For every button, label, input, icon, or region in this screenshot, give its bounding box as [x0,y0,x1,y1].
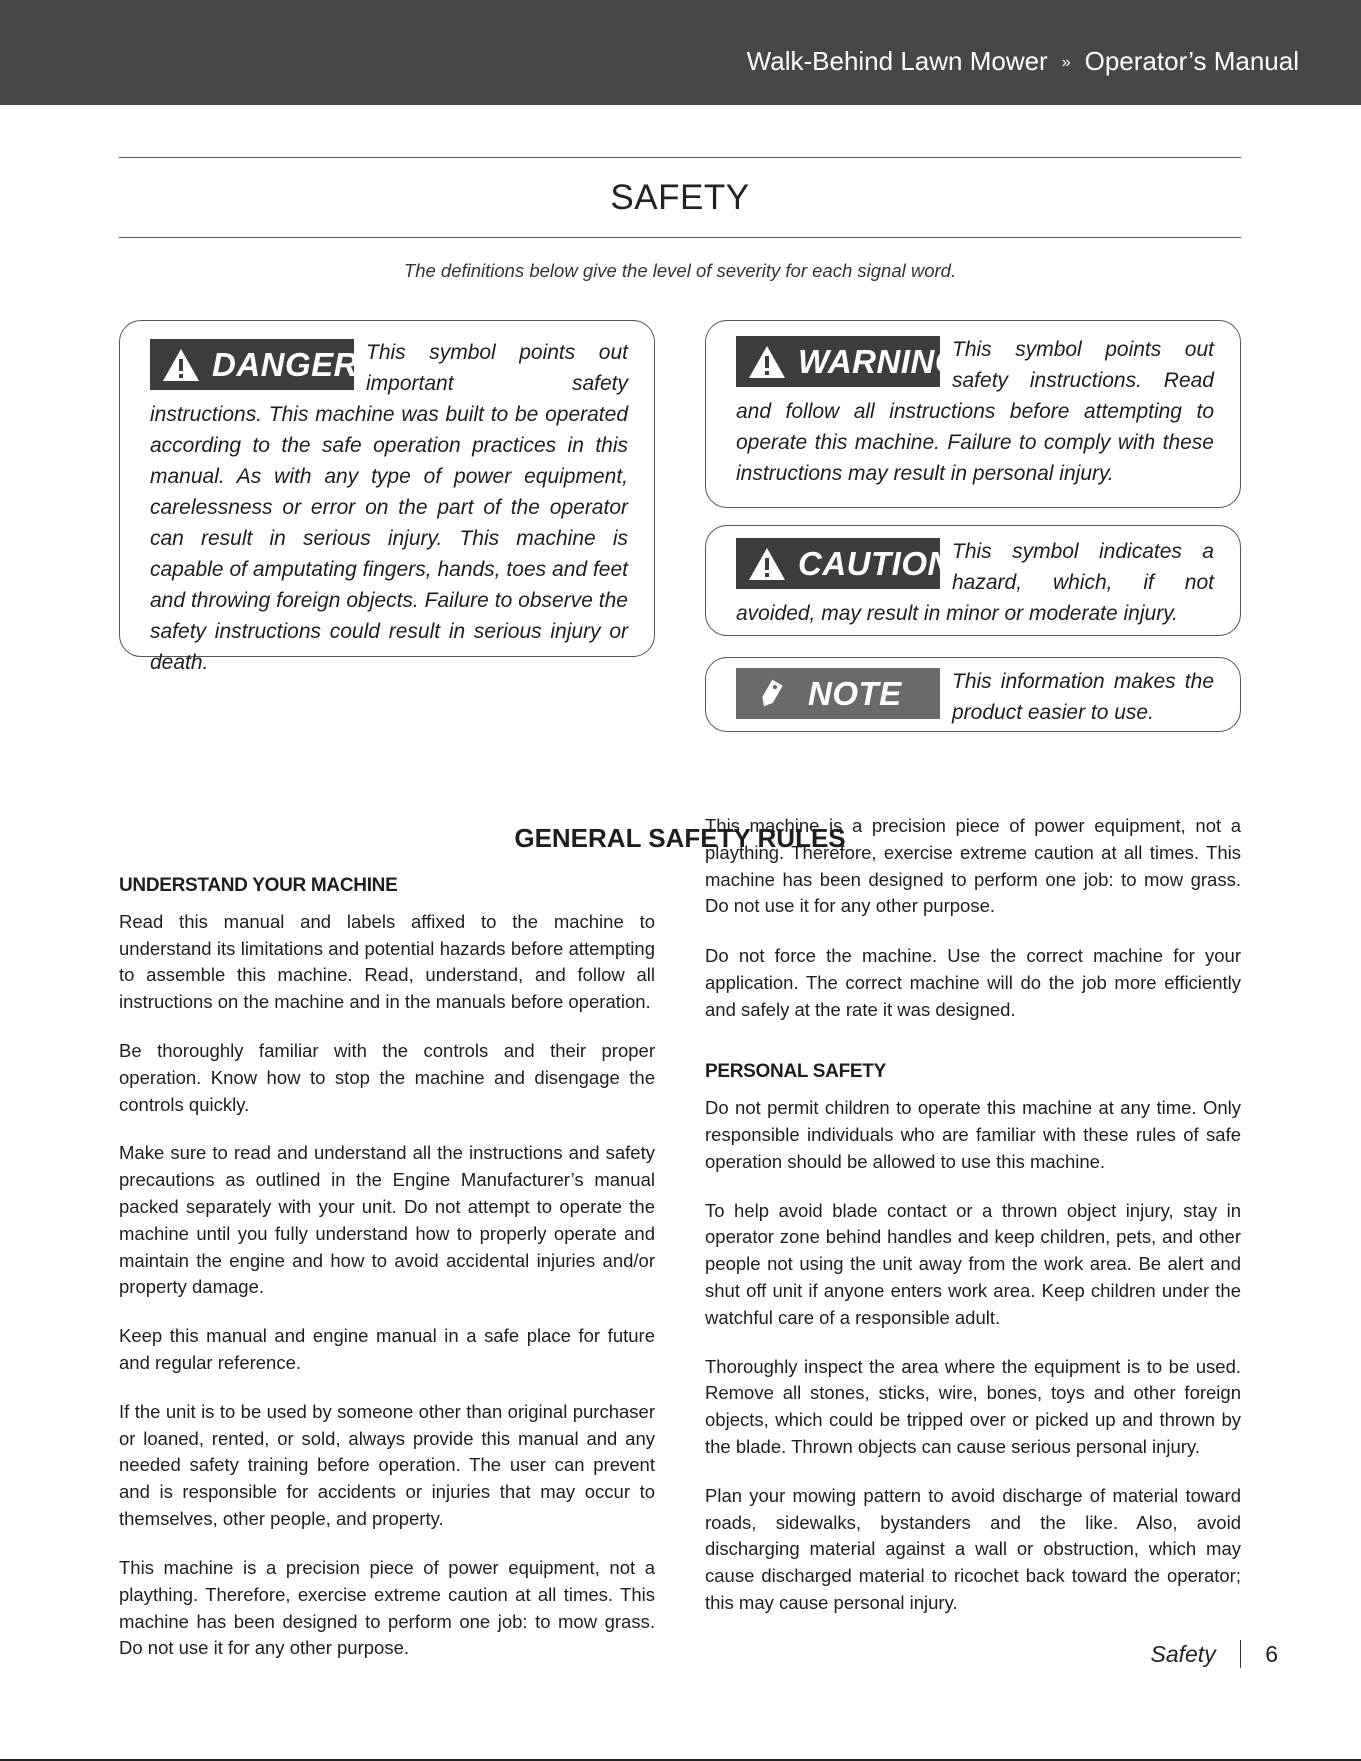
header-breadcrumb [747,46,1299,77]
paragraph: Do not force the machine. Use the correct machine for your application. The correct machine will do the job more efficiently and safely at the rate it was designed. [705,945,1241,1020]
caution-box [705,525,1241,636]
understand-heading: UNDERSTAND YOUR MACHINE [119,875,398,896]
footer [1150,1640,1278,1668]
caution-text: This symbol indicates a hazard, which, if not avoided, may result in minor or moderate injury. [736,540,1214,625]
title-top-rule [119,157,1241,158]
caution-badge [736,538,952,589]
paragraph: Be thoroughly familiar with the controls and their proper operation. Know how to stop the machine and disengage the controls quickly. [119,1039,655,1115]
warning-triangle-icon [162,348,200,382]
danger-badge [150,339,359,390]
warning-badge [736,336,961,387]
note-label: NOTE [808,675,902,712]
paragraph-flowing-cont: This machine is a precision piece of power equipment, not a plaything. Therefore, exercise extreme caution at all times. This machine has been designed to perform one job: to mow grass. Do not use it for any other purpose. [705,815,1241,917]
paragraph-flowing: This machine is a precision piece of power equipment, not a plaything. Therefore, exercise extreme caution at all times. This machine has been designed to perform one job: to mow grass. Do not use it for any other purpose. [119,1557,655,1659]
left-column [119,873,655,1555]
caution-label: CAUTION [798,545,952,582]
footer-section: Safety [1150,1641,1216,1667]
left-column-tail [119,1555,655,1659]
paragraph: To help avoid blade contact or a thrown object injury, stay in operator zone behind handles and keep children, pets, and other people not using the unit away from the work area. Be alert and shut off unit if anyone enters work area. Keep children under the watchful care of a responsible adult. [705,1199,1241,1328]
header-product: Walk-Behind Lawn Mower [746,46,1048,76]
section-title: GENERAL SAFETY RULES [514,823,846,853]
warning-box [705,320,1241,508]
paragraph-continuation [705,815,1241,921]
warning-label: WARNING [798,343,961,380]
right-column [705,815,1241,1639]
safety-subtitle: The definitions below give the level of severity for each signal word. [403,260,957,281]
header-bar [0,0,1361,105]
note-text: This information makes the product easier to use. [952,670,1214,724]
danger-label: DANGER [212,346,359,383]
paragraph: Keep this manual and engine manual in a safe place for future and regular reference. [119,1325,655,1373]
header-manual: Operator’s Manual [1084,46,1299,76]
warning-text: This symbol points out safety instructions. Read and follow all instructions before attempting to operate this machine. Failure to comply with these instructions may result in personal injury. [736,338,1214,485]
caution-triangle-icon [748,547,786,581]
paragraph: Do not permit children to operate this machine at any time. Only responsible individuals who are familiar with these rules of safe operation should be allowed to use this machine. [705,1097,1241,1172]
paragraph: Read this manual and labels affixed to the machine to understand its limitations and potential hazards before attempting to assemble this machine. Read, understand, and follow all instructions on the machine and in the manuals before operation. [119,910,655,1013]
paragraph: If the unit is to be used by someone other than original purchaser or loaned, rented, or sold, always provide this manual and any needed safety training before operation. The user can prevent and is responsible for accidents or injuries that may occur to themselves, other people, and property. [119,1400,655,1529]
note-box [705,657,1241,732]
footer-divider [1240,1640,1242,1668]
tag-icon [754,677,788,711]
paragraph: Make sure to read and understand all the instructions and safety precautions as outlined in the Engine Manufacturer’s manual packed separately with your unit. Do not attempt to operate the machine until you fully understand how to properly operate and maintain the engine and how to avoid accidental injuries and/or property damage. [119,1142,655,1298]
warning-triangle-icon [748,345,786,379]
paragraph: Plan your mowing pattern to avoid discharge of material toward roads, sidewalks, bystanders and the like. Also, avoid discharging material against a wall or obstruction, which may cause discharged material to ricochet back toward the operator; this may cause personal injury. [705,1484,1241,1613]
header-separator: » [1061,54,1071,71]
page-title: SAFETY [610,178,750,217]
page-number: 6 [1265,1641,1278,1667]
danger-box [119,320,655,674]
title-bottom-rule [119,237,1241,238]
paragraph: Thoroughly inspect the area where the equipment is to be used. Remove all stones, sticks, wire, bones, toys and other foreign objects, which could be tripped over or picked up and thrown by the blade. Thrown objects can cause serious personal injury. [705,1355,1241,1457]
danger-text: This symbol points out important safety instructions. This machine was built to be operated according to the safe operation practices in this manual. As with any type of power equipment, carelessness or error on the part of the operator can result in serious injury. This machine is capable of amputating fingers, hands, toes and feet and throwing foreign objects. Failure to observe the safety instructions could result in serious injury or death. [150,341,628,674]
personal-safety-heading: PERSONAL SAFETY [705,1061,886,1083]
note-badge [736,668,940,719]
